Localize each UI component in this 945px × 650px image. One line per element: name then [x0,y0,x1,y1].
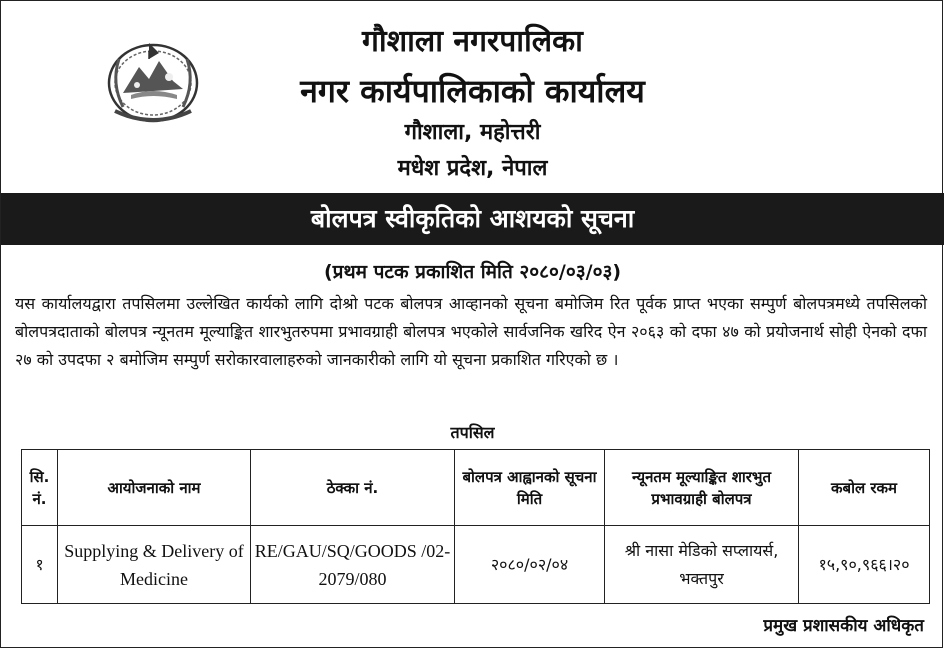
cell-project: Supplying & Delivery of Medicine [58,526,251,604]
province-country: मधेश प्रदेश, नेपाल [397,156,548,181]
published-date: (प्रथम पटक प्रकाशित मिति २०८०/०३/०३) [323,261,622,283]
cell-sn: १ [22,526,58,604]
header-notice-date: बोलपत्र आह्वानको सूचना मिति [455,450,605,526]
cell-notice-date: २०८०/०२/०४ [455,526,605,604]
table-header-row [22,450,930,526]
header-project: आयोजनाको नाम [58,450,251,526]
office-header [1,1,944,191]
bid-details-table [21,449,930,604]
municipality-name: गौशाला नगरपालिका [362,24,583,59]
cell-amount: १५,९०,९६६।२० [799,526,930,604]
header-sn: सि. नं. [22,450,58,526]
cell-bidder: श्री नासा मेडिको सप्लायर्स, भक्तपुर [605,526,799,604]
header-amount: कबोल रकम [799,450,930,526]
office-address: गौशाला, महोत्तरी [404,120,541,145]
notice-body: यस कार्यालयद्वारा तपसिलमा उल्लेखित कार्यको लागि दोश्रो पटक बोलपत्र आव्हानको सूचना बमोजिम रित पूर्वक प्राप्त भएका सम्पुर्ण बोलपत्रमध्ये तपसिलको बोलपत्रदाताको बोलपत्र न्यूनतम मूल्याङ्कित शारभुतरुपमा प्रभावग्राही बोलपत्र भएकोले सार्वजनिक खरिद ऐन २०६३ को दफा ४७ को प्रयोजनार्थ सोही ऐनको दफा २७ को उपदफा २ बमोजिम सम्पुर्ण सरोकारवालाहरुको जानकारीको लागि यो सूचना प्रकाशित गरिएको छ । [15,294,927,369]
office-name: नगर कार्यपालिकाको कार्यालय [300,72,645,110]
header-contract: ठेक्का नं. [251,450,455,526]
header-bidder: न्यूनतम मूल्याङ्कित शारभुत प्रभावग्राही बोलपत्र [605,450,799,526]
cell-contract: RE/GAU/SQ/GOODS /02-2079/080 [251,526,455,604]
table-row [22,526,930,604]
notice-title-banner: बोलपत्र स्वीकृतिको आशयको सूचना [1,193,944,245]
table-caption: तपसिल [450,423,495,442]
signatory-title: प्रमुख प्रशासकीय अधिकृत [763,616,924,636]
